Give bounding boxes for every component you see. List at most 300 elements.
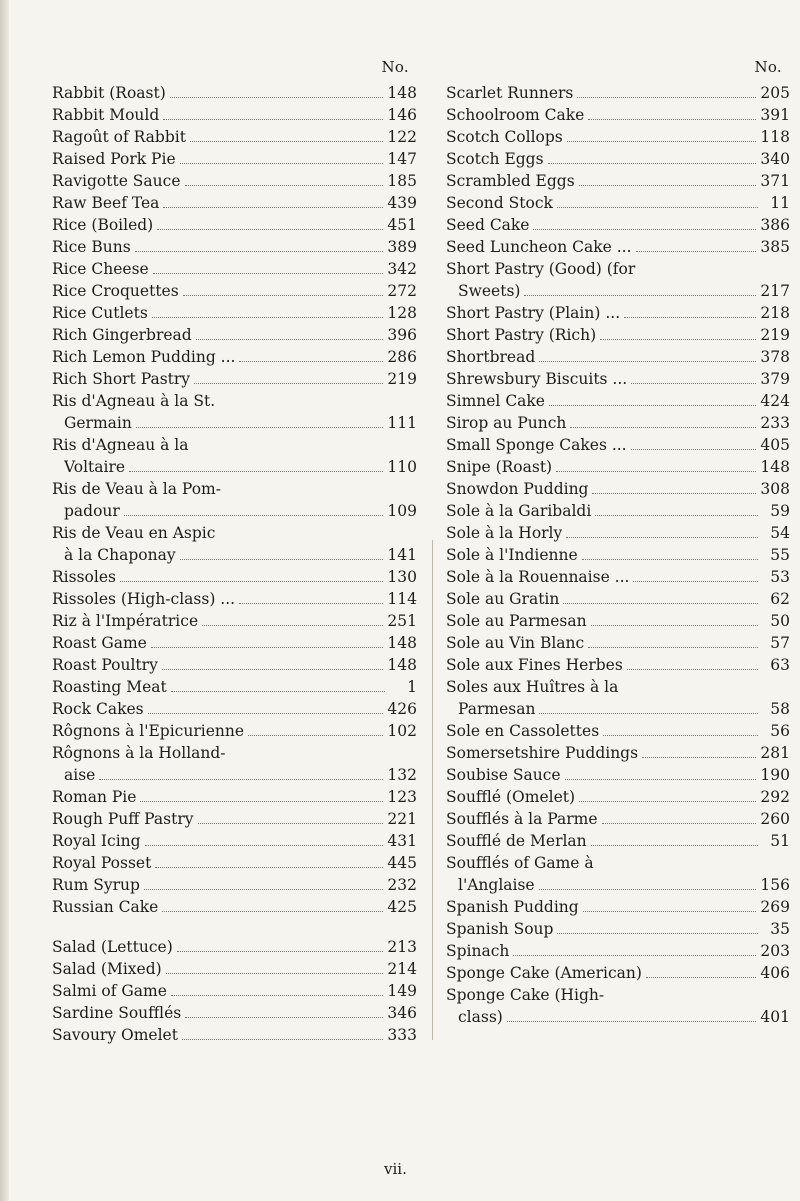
entry-number: 63: [770, 656, 790, 674]
dot-leader: [144, 889, 383, 890]
entry-name: Soufflés à la Parme: [446, 810, 598, 828]
index-entry: [52, 654, 417, 676]
entry-name: Royal Icing: [52, 832, 141, 850]
index-entry: [52, 808, 417, 830]
dot-leader: [170, 97, 384, 98]
entry-number: 141: [387, 546, 417, 564]
entry-name: Roast Poultry: [52, 656, 158, 674]
entry-name: Rissoles (High-class) ...: [52, 590, 236, 608]
right-column-number-header: No.: [754, 58, 782, 76]
entry-name: Rich Gingerbread: [52, 326, 192, 344]
entry-name-line2: l'Anglaise: [458, 876, 535, 894]
dot-leader: [196, 339, 384, 340]
dot-leader: [591, 845, 758, 846]
dot-leader: [185, 1017, 383, 1018]
entry-number: 53: [770, 568, 790, 586]
entry-name: Soufflé (Omelet): [446, 788, 576, 806]
index-entry: [52, 958, 417, 980]
entry-number: 391: [760, 106, 790, 124]
index-entry: [52, 368, 417, 390]
dot-leader: [180, 163, 384, 164]
index-entry: [446, 346, 790, 368]
index-entry: [446, 412, 790, 434]
index-entry: [52, 720, 417, 742]
entry-name: Rabbit (Roast): [52, 84, 166, 102]
dot-leader: [577, 97, 756, 98]
dot-leader: [507, 1021, 757, 1022]
entry-number: 55: [770, 546, 790, 564]
page-spine-shadow: [0, 0, 9, 1201]
entry-number: 425: [387, 898, 417, 916]
entry-name-line2: à la Chaponay: [64, 546, 176, 564]
index-entry: [52, 434, 417, 478]
index-entry: [446, 852, 790, 896]
entry-name: Soufflé de Merlan: [446, 832, 587, 850]
section-gap: [52, 918, 417, 936]
index-entry: [52, 104, 417, 126]
entry-name: Snowdon Pudding: [446, 480, 589, 498]
index-entry: [52, 852, 417, 874]
entry-number: 148: [387, 656, 417, 674]
entry-number: 340: [760, 150, 790, 168]
dot-leader: [565, 779, 757, 780]
index-entry: [446, 940, 790, 962]
entry-number: 205: [760, 84, 790, 102]
entry-number: 213: [387, 938, 417, 956]
entry-number: 128: [387, 304, 417, 322]
entry-number: 1: [407, 678, 417, 696]
entry-name: Rabbit Mould: [52, 106, 160, 124]
index-entry: [52, 676, 417, 698]
entry-number: 251: [387, 612, 417, 630]
dot-leader: [198, 823, 384, 824]
entry-name-line1: Soufflés of Game à: [446, 854, 594, 872]
index-entry: [52, 588, 417, 610]
entry-name: Sole au Vin Blanc: [446, 634, 585, 652]
entry-name: Soubise Sauce: [446, 766, 561, 784]
dot-leader: [202, 625, 383, 626]
index-entry: [52, 236, 417, 258]
entry-number: 123: [387, 788, 417, 806]
entry-number: 439: [387, 194, 417, 212]
entry-number: 62: [770, 590, 790, 608]
entry-number: 431: [387, 832, 417, 850]
index-entry: [446, 588, 790, 610]
dot-leader: [582, 559, 758, 560]
index-entry: [52, 1002, 417, 1024]
entry-number: 35: [770, 920, 790, 938]
dot-leader: [631, 383, 756, 384]
entry-number: 58: [770, 700, 790, 718]
entry-name: Raw Beef Tea: [52, 194, 160, 212]
index-entry: [52, 126, 417, 148]
entry-name: Sole au Parmesan: [446, 612, 587, 630]
entry-name: Somersetshire Puddings: [446, 744, 639, 762]
entry-name: Sole à la Garibaldi: [446, 502, 592, 520]
index-entry: [446, 962, 790, 984]
index-entry: [52, 874, 417, 896]
dot-leader: [162, 669, 384, 670]
entry-name: Scrambled Eggs: [446, 172, 575, 190]
entry-name: Sole à la Rouennaise ...: [446, 568, 630, 586]
entry-name: Shrewsbury Biscuits ...: [446, 370, 628, 388]
left-column-number-header: No.: [381, 58, 409, 76]
index-entry: [446, 82, 790, 104]
entry-name: Raised Pork Pie: [52, 150, 176, 168]
dot-leader: [636, 251, 757, 252]
index-entry: [446, 192, 790, 214]
dot-leader: [151, 647, 384, 648]
dot-leader: [135, 251, 384, 252]
index-entry: [52, 632, 417, 654]
entry-number: 130: [387, 568, 417, 586]
dot-leader: [513, 955, 756, 956]
entry-name: Second Stock: [446, 194, 553, 212]
index-entry: [52, 786, 417, 808]
index-entry: [446, 984, 790, 1028]
entry-number: 292: [760, 788, 790, 806]
index-entry: [446, 566, 790, 588]
dot-leader: [591, 625, 758, 626]
index-entry: [446, 368, 790, 390]
entry-name: Scarlet Runners: [446, 84, 574, 102]
dot-leader: [595, 515, 758, 516]
entry-name: Short Pastry (Rich): [446, 326, 597, 344]
index-entry: [446, 522, 790, 544]
entry-name: Spinach: [446, 942, 510, 960]
entry-number: 386: [760, 216, 790, 234]
index-entry: [52, 390, 417, 434]
entry-number: 342: [387, 260, 417, 278]
entry-name: Rissoles: [52, 568, 116, 586]
index-entry: [446, 544, 790, 566]
index-entry: [52, 610, 417, 632]
dot-leader: [182, 1039, 383, 1040]
entry-name: Roman Pie: [52, 788, 137, 806]
entry-name: Salmi of Game: [52, 982, 167, 1000]
entry-name: Sole à la Horly: [446, 524, 563, 542]
dot-leader: [248, 735, 383, 736]
entry-number: 118: [760, 128, 790, 146]
dot-leader: [592, 493, 756, 494]
index-entry: [446, 214, 790, 236]
index-entry: [446, 896, 790, 918]
dot-leader: [177, 951, 384, 952]
entry-number: 219: [760, 326, 790, 344]
entry-name: Sardine Soufflés: [52, 1004, 182, 1022]
index-entry: [446, 148, 790, 170]
dot-leader: [602, 823, 757, 824]
entry-name-line2: class): [458, 1008, 503, 1026]
entry-name: Rum Syrup: [52, 876, 140, 894]
dot-leader: [539, 361, 756, 362]
entry-number: 185: [387, 172, 417, 190]
index-entry: [52, 830, 417, 852]
entry-number: 406: [760, 964, 790, 982]
index-entry: [446, 918, 790, 940]
entry-name-line1: Ris d'Agneau à la: [52, 436, 189, 454]
entry-number: 156: [760, 876, 790, 894]
entry-name: Spanish Soup: [446, 920, 554, 938]
entry-name: Savoury Omelet: [52, 1026, 178, 1044]
dot-leader: [166, 973, 384, 974]
dot-leader: [556, 471, 756, 472]
dot-leader: [533, 229, 756, 230]
dot-leader: [145, 845, 384, 846]
index-entry: [446, 830, 790, 852]
index-entry: [52, 170, 417, 192]
entry-number: 214: [387, 960, 417, 978]
page-folio-number: vii.: [384, 1160, 407, 1178]
entry-number: 190: [760, 766, 790, 784]
entry-name-line1: Ris d'Agneau à la St.: [52, 392, 216, 410]
dot-leader: [171, 691, 385, 692]
dot-leader: [148, 713, 384, 714]
entry-name: Sole au Gratin: [446, 590, 560, 608]
entry-name: Salad (Lettuce): [52, 938, 173, 956]
index-entry: [446, 764, 790, 786]
entry-name: Shortbread: [446, 348, 536, 366]
dot-leader: [99, 779, 383, 780]
dot-leader: [129, 471, 383, 472]
entry-name: Rice Buns: [52, 238, 131, 256]
entry-number: 286: [387, 348, 417, 366]
entry-number: 148: [387, 84, 417, 102]
entry-number: 401: [760, 1008, 790, 1026]
right-entry-list: [446, 82, 790, 1028]
entry-number: 51: [770, 832, 790, 850]
dot-leader: [583, 911, 757, 912]
entry-number: 346: [387, 1004, 417, 1022]
dot-leader: [124, 515, 384, 516]
dot-leader: [631, 449, 757, 450]
entry-name-line2: Voltaire: [64, 458, 126, 476]
entry-number: 333: [387, 1026, 417, 1044]
entry-number: 109: [387, 502, 417, 520]
entry-name: Scotch Eggs: [446, 150, 544, 168]
dot-leader: [579, 801, 756, 802]
entry-name: Royal Posset: [52, 854, 152, 872]
entry-number: 396: [387, 326, 417, 344]
entry-name: Snipe (Roast): [446, 458, 553, 476]
entry-number: 57: [770, 634, 790, 652]
dot-leader: [646, 977, 757, 978]
dot-leader: [136, 427, 384, 428]
dot-leader: [548, 163, 757, 164]
entry-number: 122: [387, 128, 417, 146]
entry-name: Short Pastry (Plain) ...: [446, 304, 621, 322]
index-entry: [446, 434, 790, 456]
entry-name: Rich Lemon Pudding ...: [52, 348, 236, 366]
entry-number: 114: [387, 590, 417, 608]
dot-leader: [157, 229, 383, 230]
left-entry-list: [52, 82, 417, 1046]
dot-leader: [570, 427, 756, 428]
entry-name-line2: Parmesan: [458, 700, 536, 718]
index-entry: [446, 676, 790, 720]
dot-leader: [183, 295, 384, 296]
index-entry: [52, 936, 417, 958]
index-entry: [52, 82, 417, 104]
entry-name: Salad (Mixed): [52, 960, 162, 978]
entry-number: 405: [760, 436, 790, 454]
entry-name: Rich Short Pastry: [52, 370, 191, 388]
dot-leader: [185, 185, 384, 186]
entry-name-line2: padour: [64, 502, 120, 520]
entry-name: Sponge Cake (American): [446, 964, 642, 982]
index-entry: [446, 258, 790, 302]
entry-number: 11: [770, 194, 790, 212]
dot-leader: [566, 537, 758, 538]
entry-name: Spanish Pudding: [446, 898, 579, 916]
entry-number: 217: [760, 282, 790, 300]
dot-leader: [140, 801, 383, 802]
entry-number: 371: [760, 172, 790, 190]
entry-number: 269: [760, 898, 790, 916]
entry-name-line1: Rôgnons à la Holland-: [52, 744, 226, 762]
entry-name: Roasting Meat: [52, 678, 167, 696]
entry-name: Rice Cheese: [52, 260, 149, 278]
entry-number: 148: [387, 634, 417, 652]
entry-number: 56: [770, 722, 790, 740]
index-entry: [52, 698, 417, 720]
entry-number: 233: [760, 414, 790, 432]
dot-leader: [539, 889, 757, 890]
index-entry: [52, 566, 417, 588]
dot-leader: [180, 559, 384, 560]
entry-number: 389: [387, 238, 417, 256]
entry-number: 110: [387, 458, 417, 476]
dot-leader: [624, 317, 756, 318]
entry-number: 59: [770, 502, 790, 520]
dot-leader: [163, 207, 383, 208]
entry-number: 445: [387, 854, 417, 872]
entry-name: Ravigotte Sauce: [52, 172, 181, 190]
entry-name: Rock Cakes: [52, 700, 144, 718]
entry-number: 451: [387, 216, 417, 234]
dot-leader: [557, 207, 758, 208]
entry-number: 219: [387, 370, 417, 388]
index-entry: [446, 742, 790, 764]
entry-number: 424: [760, 392, 790, 410]
index-entry: [52, 1024, 417, 1046]
dot-leader: [549, 405, 756, 406]
entry-number: 218: [760, 304, 790, 322]
index-entry: [446, 632, 790, 654]
entry-number: 54: [770, 524, 790, 542]
entry-name-line2: aise: [64, 766, 96, 784]
index-entry: [446, 720, 790, 742]
entry-name: Rice (Boiled): [52, 216, 154, 234]
entry-number: 221: [387, 810, 417, 828]
entry-name-line1: Soles aux Huîtres à la: [446, 678, 619, 696]
index-entry: [446, 324, 790, 346]
entry-name: Ragoût of Rabbit: [52, 128, 186, 146]
index-entry: [446, 478, 790, 500]
entry-number: 385: [760, 238, 790, 256]
index-entry: [446, 104, 790, 126]
index-entry: [52, 148, 417, 170]
entry-number: 308: [760, 480, 790, 498]
entry-name: Rôgnons à l'Epicurienne: [52, 722, 245, 740]
entry-name-line1: Ris de Veau à la Pom-: [52, 480, 221, 498]
entry-name: Rice Cutlets: [52, 304, 148, 322]
dot-leader: [603, 735, 758, 736]
entry-name-line1: Ris de Veau en Aspic: [52, 524, 216, 542]
entry-name: Roast Game: [52, 634, 147, 652]
entry-name: Rice Croquettes: [52, 282, 179, 300]
dot-leader: [171, 995, 384, 996]
index-entry: [52, 214, 417, 236]
dot-leader: [563, 603, 758, 604]
entry-number: 260: [760, 810, 790, 828]
index-entry: [52, 896, 417, 918]
dot-leader: [190, 141, 383, 142]
entry-number: 232: [387, 876, 417, 894]
dot-leader: [155, 867, 383, 868]
entry-name: Seed Luncheon Cake ...: [446, 238, 632, 256]
entry-number: 272: [387, 282, 417, 300]
entry-number: 203: [760, 942, 790, 960]
entry-name-line2: Sweets): [458, 282, 521, 300]
dot-leader: [588, 119, 756, 120]
index-entry: [52, 258, 417, 280]
index-entry: [446, 302, 790, 324]
dot-leader: [239, 361, 383, 362]
index-entry: [52, 324, 417, 346]
index-entry: [446, 456, 790, 478]
entry-name: Seed Cake: [446, 216, 530, 234]
entry-name: Rough Puff Pastry: [52, 810, 194, 828]
dot-leader: [194, 383, 383, 384]
index-entry: [446, 236, 790, 258]
index-entry: [52, 346, 417, 368]
entry-name: Sirop au Punch: [446, 414, 567, 432]
entry-name: Small Sponge Cakes ...: [446, 436, 627, 454]
entry-name-line1: Short Pastry (Good) (for: [446, 260, 636, 278]
dot-leader: [120, 581, 383, 582]
entry-number: 50: [770, 612, 790, 630]
entry-name: Simnel Cake: [446, 392, 545, 410]
entry-number: 111: [387, 414, 417, 432]
dot-leader: [633, 581, 758, 582]
index-entry: [446, 610, 790, 632]
dot-leader: [642, 757, 756, 758]
entry-name: Schoolroom Cake: [446, 106, 585, 124]
index-entry: [52, 522, 417, 566]
index-entry: [446, 654, 790, 676]
index-entry: [446, 126, 790, 148]
entry-name-line2: Germain: [64, 414, 132, 432]
dot-leader: [567, 141, 757, 142]
dot-leader: [162, 911, 383, 912]
index-entry: [446, 390, 790, 412]
entry-name: Russian Cake: [52, 898, 159, 916]
column-divider: [432, 540, 433, 1040]
index-entry: [52, 742, 417, 786]
entry-name: Riz à l'Impératrice: [52, 612, 199, 630]
entry-number: 102: [387, 722, 417, 740]
dot-leader: [600, 339, 756, 340]
index-entry: [52, 280, 417, 302]
index-entry: [446, 170, 790, 192]
dot-leader: [539, 713, 758, 714]
entry-number: 132: [387, 766, 417, 784]
entry-number: 379: [760, 370, 790, 388]
entry-number: 146: [387, 106, 417, 124]
entry-number: 148: [760, 458, 790, 476]
entry-number: 147: [387, 150, 417, 168]
